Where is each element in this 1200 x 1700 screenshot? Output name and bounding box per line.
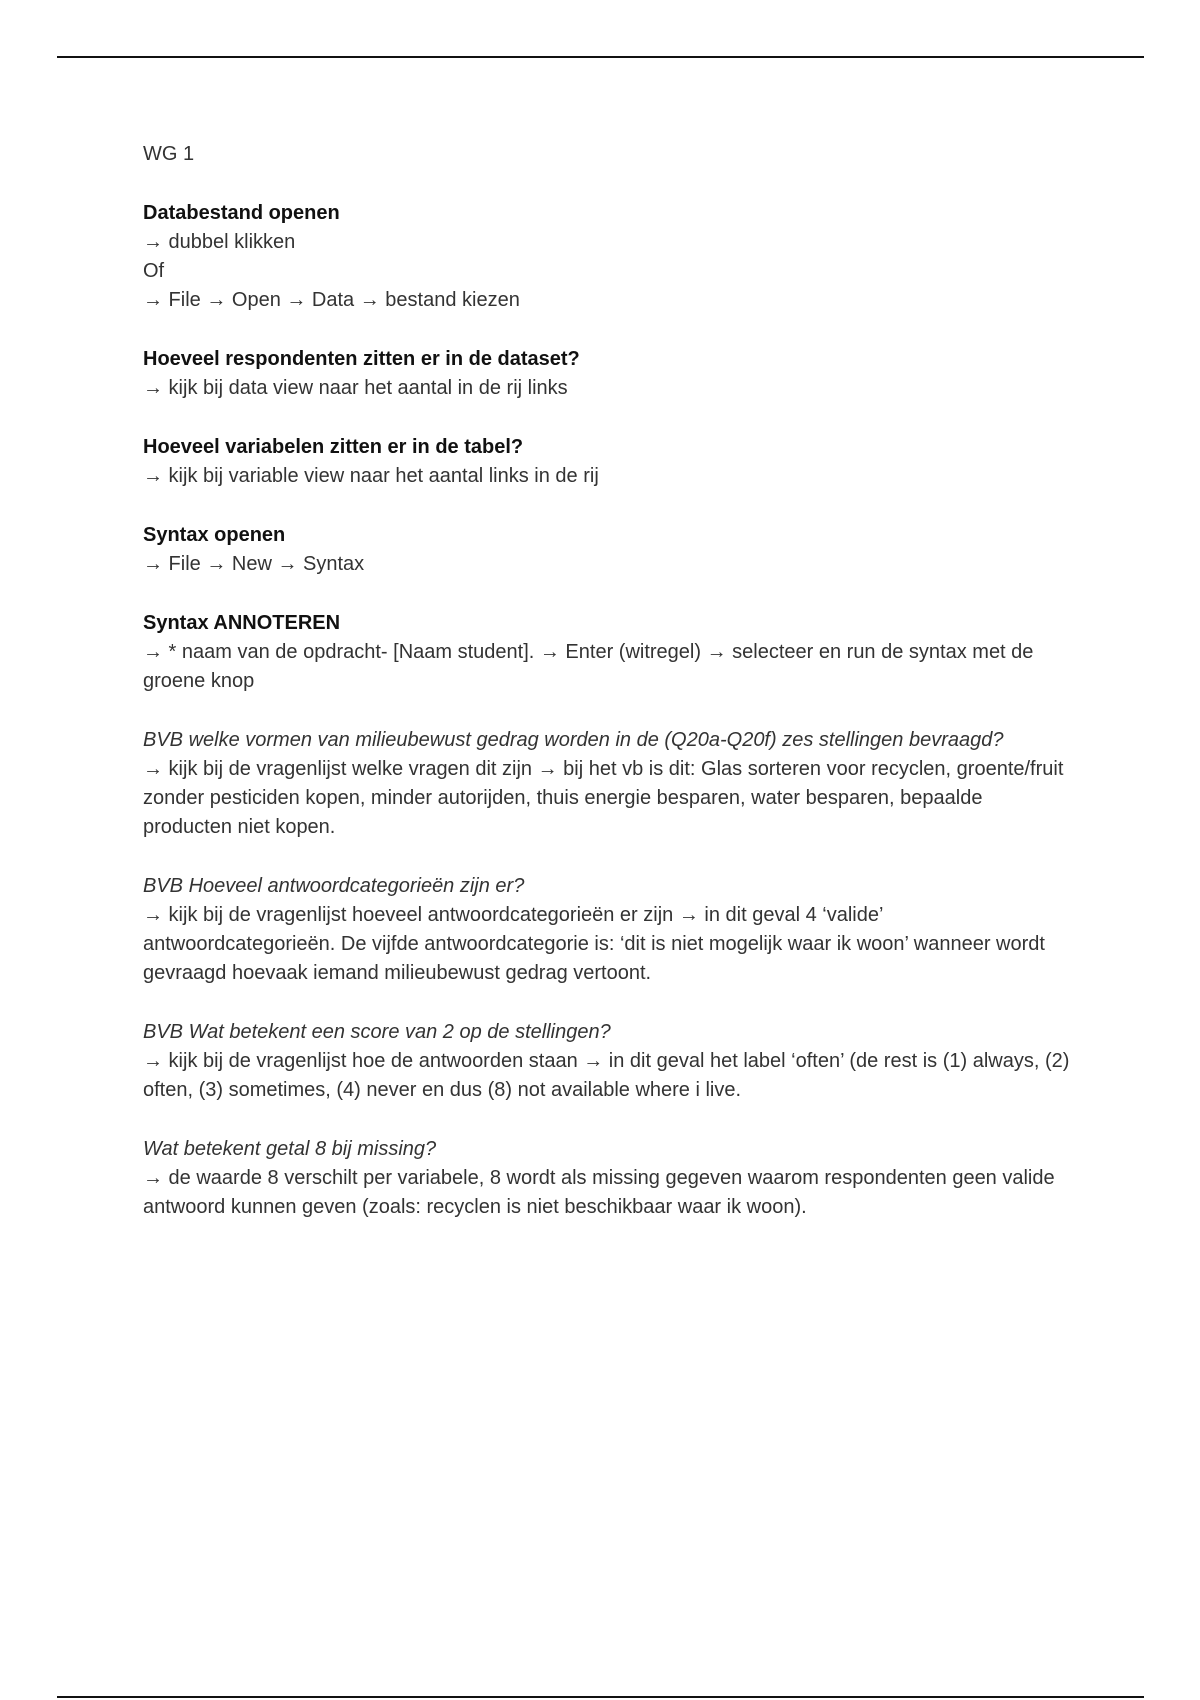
section-databestand-openen	[143, 199, 1073, 315]
answer-text: → kijk bij de vragenlijst hoeveel antwoordcategorieën er zijn → in dit geval 4 ‘valide’ antwoordcategorieën. De vijfde antwoordcategorie is: ‘dit is niet mogelijk waar ik woon’ wanneer wordt gevraagd hoevaak iemand milieubewust gedrag vertoont.	[143, 904, 1045, 984]
section-missing	[143, 1135, 1073, 1222]
bottom-rule	[57, 1696, 1144, 1698]
section-heading: Syntax openen	[143, 524, 286, 546]
instruction-line: → File → Open → Data → bestand kiezen	[143, 289, 520, 311]
instruction-line: Of	[143, 260, 165, 282]
section-bvb-antwoordcategorieen	[143, 872, 1073, 988]
section-heading: Hoeveel respondenten zitten er in de dataset?	[143, 348, 580, 370]
question-text: Wat betekent getal 8 bij missing?	[143, 1138, 437, 1160]
document-body	[143, 140, 1073, 1252]
section-bvb-score	[143, 1018, 1073, 1105]
section-respondenten	[143, 345, 1073, 403]
top-rule	[57, 56, 1144, 58]
question-text: BVB welke vormen van milieubewust gedrag worden in de (Q20a-Q20f) zes stellingen bevraagd?	[143, 729, 1004, 751]
instruction-line: → kijk bij variable view naar het aantal links in de rij	[143, 465, 599, 487]
document-title: WG 1	[143, 143, 195, 165]
section-heading: Databestand openen	[143, 202, 340, 224]
instruction-line: → File → New → Syntax	[143, 553, 365, 575]
answer-text: → kijk bij de vragenlijst hoe de antwoorden staan → in dit geval het label ‘often’ (de rest is (1) always, (2) often, (3) sometimes, (4) never en dus (8) not available where i live.	[143, 1050, 1070, 1101]
instruction-line: → kijk bij data view naar het aantal in de rij links	[143, 377, 568, 399]
section-syntax-openen	[143, 521, 1073, 579]
section-heading: Hoeveel variabelen zitten er in de tabel?	[143, 436, 524, 458]
instruction-line: → * naam van de opdracht- [Naam student]. → Enter (witregel) → selecteer en run de syntax met de groene knop	[143, 641, 1034, 692]
instruction-line: → dubbel klikken	[143, 231, 296, 253]
section-variabelen	[143, 433, 1073, 491]
question-text: BVB Hoeveel antwoordcategorieën zijn er?	[143, 875, 525, 897]
question-text: BVB Wat betekent een score van 2 op de stellingen?	[143, 1021, 611, 1043]
section-heading: Syntax ANNOTEREN	[143, 612, 341, 634]
section-bvb-vormen	[143, 726, 1073, 842]
answer-text: → de waarde 8 verschilt per variabele, 8 wordt als missing gegeven waarom respondenten geen valide antwoord kunnen geven (zoals: recyclen is niet beschikbaar waar ik woon).	[143, 1167, 1055, 1218]
answer-text: → kijk bij de vragenlijst welke vragen dit zijn → bij het vb is dit: Glas sorteren voor recyclen, groente/fruit zonder pesticiden kopen, minder autorijden, thuis energie besparen, water besparen, bepaalde producten niet kopen.	[143, 758, 1064, 838]
section-syntax-annoteren	[143, 609, 1073, 696]
